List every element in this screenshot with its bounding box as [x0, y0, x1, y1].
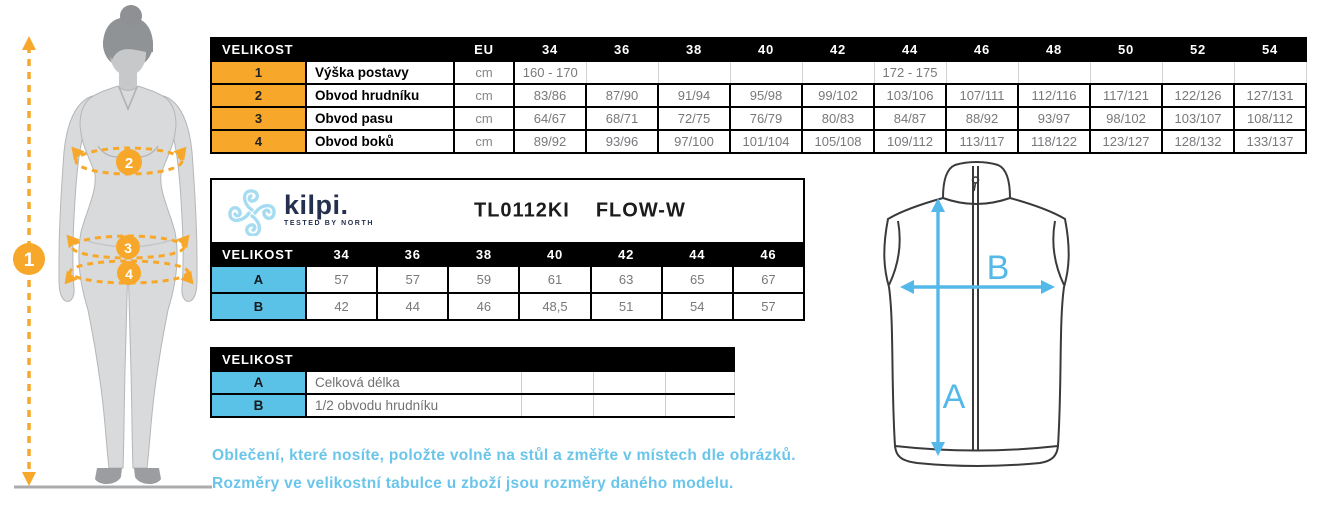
- measure-value-cell: 99/102: [802, 84, 874, 107]
- measure-value-cell: [946, 61, 1018, 84]
- legend-header-row: [211, 348, 734, 371]
- figure-right-foot: [134, 468, 161, 484]
- legend-empty-cell: [665, 394, 734, 417]
- size-column-header: 50: [1090, 38, 1162, 61]
- measure-value-cell: [1234, 61, 1306, 84]
- measure-value-cell: [658, 61, 730, 84]
- marker-3-label: 3: [124, 240, 132, 256]
- legend-row: [211, 371, 734, 394]
- dimension-value-cell: 48,5: [519, 293, 590, 320]
- velikost-header: VELIKOST: [211, 38, 454, 61]
- velikost-header: VELIKOST: [211, 348, 734, 371]
- dimension-value-cell: 63: [591, 266, 662, 293]
- dimension-value-cell: 57: [377, 266, 448, 293]
- measure-value-cell: 84/87: [874, 107, 946, 130]
- legend-empty-cell: [521, 371, 593, 394]
- vest-chest-label: B: [986, 249, 1010, 287]
- measure-value-cell: 95/98: [730, 84, 802, 107]
- dimension-key: B: [211, 293, 306, 320]
- dimension-value-cell: 59: [448, 266, 519, 293]
- measure-row-number: 3: [211, 107, 306, 130]
- legend-row: [211, 394, 734, 417]
- measure-row-number: 2: [211, 84, 306, 107]
- measure-row-number: 4: [211, 130, 306, 153]
- measure-value-cell: 88/92: [946, 107, 1018, 130]
- velikost-header: VELIKOST: [211, 243, 306, 266]
- measure-value-cell: 103/106: [874, 84, 946, 107]
- measure-row-label: Výška postavy: [306, 61, 454, 84]
- measure-value-cell: [802, 61, 874, 84]
- measure-value-cell: 112/116: [1018, 84, 1090, 107]
- product-code-id: TL0112KI: [474, 199, 570, 222]
- marker-4-label: 4: [125, 266, 133, 282]
- marker-2-label: 2: [124, 155, 134, 172]
- measure-value-cell: 68/71: [586, 107, 658, 130]
- dimension-value-cell: 54: [662, 293, 733, 320]
- measure-row-label: Obvod pasu: [306, 107, 454, 130]
- measure-value-cell: [586, 61, 658, 84]
- measure-value-cell: 93/97: [1018, 107, 1090, 130]
- measure-row-label: Obvod hrudníku: [306, 84, 454, 107]
- vest-length-label: A: [942, 378, 966, 416]
- height-arrow-up: [22, 36, 36, 50]
- measure-row-label: Obvod boků: [306, 130, 454, 153]
- measure-row: [211, 84, 1306, 107]
- kilpi-logo: [228, 188, 374, 236]
- size-column-header: 40: [519, 243, 590, 266]
- dimension-key: A: [211, 266, 306, 293]
- size-column-header: 38: [448, 243, 519, 266]
- measure-value-cell: 101/104: [730, 130, 802, 153]
- measure-row-unit: cm: [454, 61, 514, 84]
- measure-value-cell: 76/79: [730, 107, 802, 130]
- size-column-header: 34: [306, 243, 377, 266]
- size-column-header: 44: [662, 243, 733, 266]
- body-measurements-table: [210, 37, 1307, 154]
- legend-key: A: [211, 371, 306, 394]
- size-column-header: 34: [514, 38, 586, 61]
- dimension-value-cell: 57: [306, 266, 377, 293]
- eu-header: EU: [454, 38, 514, 61]
- measure-value-cell: 109/112: [874, 130, 946, 153]
- measure-row-unit: cm: [454, 84, 514, 107]
- figure-hair-bun: [120, 5, 142, 27]
- measure-value-cell: 105/108: [802, 130, 874, 153]
- measure-value-cell: 118/122: [1018, 130, 1090, 153]
- size-header-row: [211, 38, 1306, 61]
- legend-empty-cell: [521, 394, 593, 417]
- dimension-value-cell: 61: [519, 266, 590, 293]
- note-line-1: Oblečení, které nosíte, položte volně na stůl a změřte v místech dle obrázků.: [212, 447, 796, 464]
- legend-empty-cell: [593, 394, 665, 417]
- kilpi-knot-icon: [228, 188, 276, 236]
- dimension-value-cell: 44: [377, 293, 448, 320]
- size-column-header: 48: [1018, 38, 1090, 61]
- size-column-header: 42: [802, 38, 874, 61]
- product-card-header: [210, 178, 805, 244]
- measure-value-cell: 107/111: [946, 84, 1018, 107]
- legend-description: Celková délka: [306, 371, 521, 394]
- dimension-value-cell: 57: [733, 293, 804, 320]
- note-line-2: Rozměry ve velikostní tabulce u zboží jsou rozměry daného modelu.: [212, 475, 734, 492]
- size-column-header: 46: [946, 38, 1018, 61]
- marker-1-label: 1: [23, 250, 35, 271]
- measure-row-unit: cm: [454, 130, 514, 153]
- measure-value-cell: [1162, 61, 1234, 84]
- measure-value-cell: 87/90: [586, 84, 658, 107]
- figure-left-foot: [95, 468, 122, 484]
- measure-value-cell: 72/75: [658, 107, 730, 130]
- measure-row: [211, 130, 1306, 153]
- measure-value-cell: 98/102: [1090, 107, 1162, 130]
- measure-value-cell: 128/132: [1162, 130, 1234, 153]
- size-column-header: 46: [733, 243, 804, 266]
- measure-value-cell: 91/94: [658, 84, 730, 107]
- product-code: [474, 200, 686, 223]
- brand-name: kilpi.: [284, 190, 349, 220]
- dimension-value-cell: 42: [306, 293, 377, 320]
- dimension-row: [211, 293, 804, 320]
- brand-tagline: TESTED BY NORTH: [284, 220, 374, 227]
- measure-value-cell: 108/112: [1234, 107, 1306, 130]
- size-column-header: 42: [591, 243, 662, 266]
- measure-row: [211, 61, 1306, 84]
- measure-value-cell: 117/121: [1090, 84, 1162, 107]
- measure-value-cell: [1018, 61, 1090, 84]
- vest-outline: [884, 162, 1068, 451]
- measure-value-cell: 113/117: [946, 130, 1018, 153]
- legend-empty-cell: [593, 371, 665, 394]
- size-column-header: 36: [586, 38, 658, 61]
- body-measurement-figure: [0, 0, 222, 521]
- measure-value-cell: 123/127: [1090, 130, 1162, 153]
- size-column-header: 44: [874, 38, 946, 61]
- legend-empty-cell: [665, 371, 734, 394]
- measure-value-cell: 172 - 175: [874, 61, 946, 84]
- product-size-header-row: [211, 243, 804, 266]
- size-column-header: 52: [1162, 38, 1234, 61]
- dimension-value-cell: 65: [662, 266, 733, 293]
- measure-row: [211, 107, 1306, 130]
- dimension-row: [211, 266, 804, 293]
- vest-measurement-diagram: [855, 158, 1115, 478]
- dimension-legend-table: [210, 347, 735, 418]
- measure-value-cell: 127/131: [1234, 84, 1306, 107]
- dimension-value-cell: 67: [733, 266, 804, 293]
- legend-description: 1/2 obvodu hrudníku: [306, 394, 521, 417]
- measure-value-cell: 97/100: [658, 130, 730, 153]
- product-dimensions-table: [210, 242, 805, 321]
- measure-row-unit: cm: [454, 107, 514, 130]
- measure-value-cell: 83/86: [514, 84, 586, 107]
- measure-value-cell: 122/126: [1162, 84, 1234, 107]
- size-column-header: 38: [658, 38, 730, 61]
- measure-value-cell: [730, 61, 802, 84]
- measure-value-cell: 64/67: [514, 107, 586, 130]
- measure-value-cell: 133/137: [1234, 130, 1306, 153]
- measurement-notes: [212, 442, 796, 498]
- dimension-value-cell: 46: [448, 293, 519, 320]
- size-column-header: 54: [1234, 38, 1306, 61]
- height-arrow-down: [22, 472, 36, 486]
- measure-value-cell: 103/107: [1162, 107, 1234, 130]
- dimension-value-cell: 51: [591, 293, 662, 320]
- kilpi-logo-text: [284, 188, 374, 227]
- measure-value-cell: 93/96: [586, 130, 658, 153]
- measure-value-cell: 160 - 170: [514, 61, 586, 84]
- measure-value-cell: [1090, 61, 1162, 84]
- product-size-card: [210, 178, 805, 321]
- measure-value-cell: 80/83: [802, 107, 874, 130]
- legend-key: B: [211, 394, 306, 417]
- measure-row-number: 1: [211, 61, 306, 84]
- product-code-name: FLOW-W: [595, 199, 686, 222]
- size-column-header: 40: [730, 38, 802, 61]
- measure-value-cell: 89/92: [514, 130, 586, 153]
- size-column-header: 36: [377, 243, 448, 266]
